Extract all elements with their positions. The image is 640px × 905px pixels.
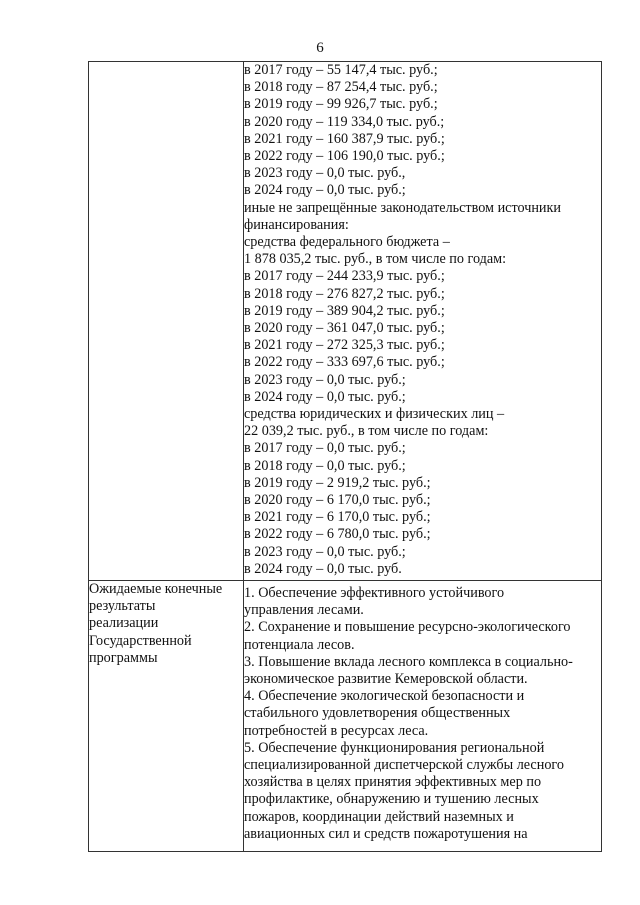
text-line: в 2023 году – 0,0 тыс. руб.; <box>244 371 406 388</box>
text-line: 22 039,2 тыс. руб., в том числе по годам: <box>244 423 489 440</box>
text-line: средства федерального бюджета – <box>244 234 450 251</box>
text-line: в 2018 году – 0,0 тыс. руб.; <box>244 457 406 474</box>
text-line: специализированной диспетчерской службы лесного <box>244 757 564 774</box>
text-line: в 2017 году – 55 147,4 тыс. руб.; <box>244 62 438 78</box>
text-line: 1 878 035,2 тыс. руб., в том числе по годам: <box>244 251 507 268</box>
results-text-cell <box>244 581 602 852</box>
label-line: Государственной <box>89 632 192 649</box>
text-line: в 2024 году – 0,0 тыс. руб.; <box>244 388 406 405</box>
text-line: 2. Сохранение и повышение ресурсно-экологического <box>244 619 571 636</box>
text-line: в 2024 году – 0,0 тыс. руб. <box>244 560 402 577</box>
text-line: в 2020 году – 119 334,0 тыс. руб.; <box>244 113 445 130</box>
text-line: финансирования: <box>244 216 349 233</box>
text-line: в 2018 году – 276 827,2 тыс. руб.; <box>244 285 445 302</box>
label-line: реализации <box>89 615 159 632</box>
text-line: в 2022 году – 333 697,6 тыс. руб.; <box>244 354 445 371</box>
text-line: в 2022 году – 106 190,0 тыс. руб.; <box>244 148 445 165</box>
text-line: в 2023 году – 0,0 тыс. руб., <box>244 165 406 182</box>
table-row-funding <box>89 62 602 581</box>
text-line: 3. Повышение вклада лесного комплекса в социально- <box>244 653 573 670</box>
text-line: в 2018 году – 87 254,4 тыс. руб.; <box>244 79 438 96</box>
text-line: в 2017 году – 0,0 тыс. руб.; <box>244 440 406 457</box>
text-line: потребностей в ресурсах леса. <box>244 722 429 739</box>
text-line: в 2017 году – 244 233,9 тыс. руб.; <box>244 268 445 285</box>
text-line: в 2023 году – 0,0 тыс. руб.; <box>244 543 406 560</box>
text-line: управления лесами. <box>244 602 364 619</box>
label-line: программы <box>89 649 158 666</box>
text-line: пожаров, координации действий наземных и <box>244 808 514 825</box>
text-line: экономическое развитие Кемеровской области. <box>244 671 528 688</box>
page-number: 6 <box>316 40 324 56</box>
text-line: средства юридических и физических лиц – <box>244 406 505 423</box>
text-line: в 2020 году – 361 047,0 тыс. руб.; <box>244 320 445 337</box>
text-line: стабильного удовлетворения общественных <box>244 705 511 722</box>
text-line: в 2019 году – 99 926,7 тыс. руб.; <box>244 96 438 113</box>
text-line: в 2022 году – 6 780,0 тыс. руб.; <box>244 526 431 543</box>
text-line: в 2021 году – 272 325,3 тыс. руб.; <box>244 337 445 354</box>
row-label-cell <box>89 581 244 852</box>
row-label-cell-empty <box>89 62 244 581</box>
text-line: в 2021 году – 160 387,9 тыс. руб.; <box>244 130 445 147</box>
text-line: авиационных сил и средств пожаротушения на <box>244 825 528 842</box>
program-passport-table <box>88 61 602 852</box>
text-line: в 2019 году – 2 919,2 тыс. руб.; <box>244 474 431 491</box>
text-line: в 2020 году – 6 170,0 тыс. руб.; <box>244 492 431 509</box>
text-line: потенциала лесов. <box>244 636 355 653</box>
text-line: в 2024 году – 0,0 тыс. руб.; <box>244 182 406 199</box>
text-line: 4. Обеспечение экологической безопасности и <box>244 688 525 705</box>
text-line: 1. Обеспечение эффективного устойчивого <box>244 585 505 601</box>
funding-text-cell <box>244 62 602 581</box>
text-line: профилактике, обнаружению и тушению лесных <box>244 791 539 808</box>
text-line: 5. Обеспечение функционирования региональной <box>244 739 545 756</box>
label-line: результаты <box>89 598 156 615</box>
text-line: иные не запрещённые законодательством источники <box>244 199 561 216</box>
text-line: хозяйства в целях принятия эффективных мер по <box>244 774 542 791</box>
text-line: в 2019 году – 389 904,2 тыс. руб.; <box>244 302 445 319</box>
label-line: Ожидаемые конечные <box>89 581 223 597</box>
table-row-expected-results <box>89 581 602 852</box>
text-line: в 2021 году – 6 170,0 тыс. руб.; <box>244 509 431 526</box>
